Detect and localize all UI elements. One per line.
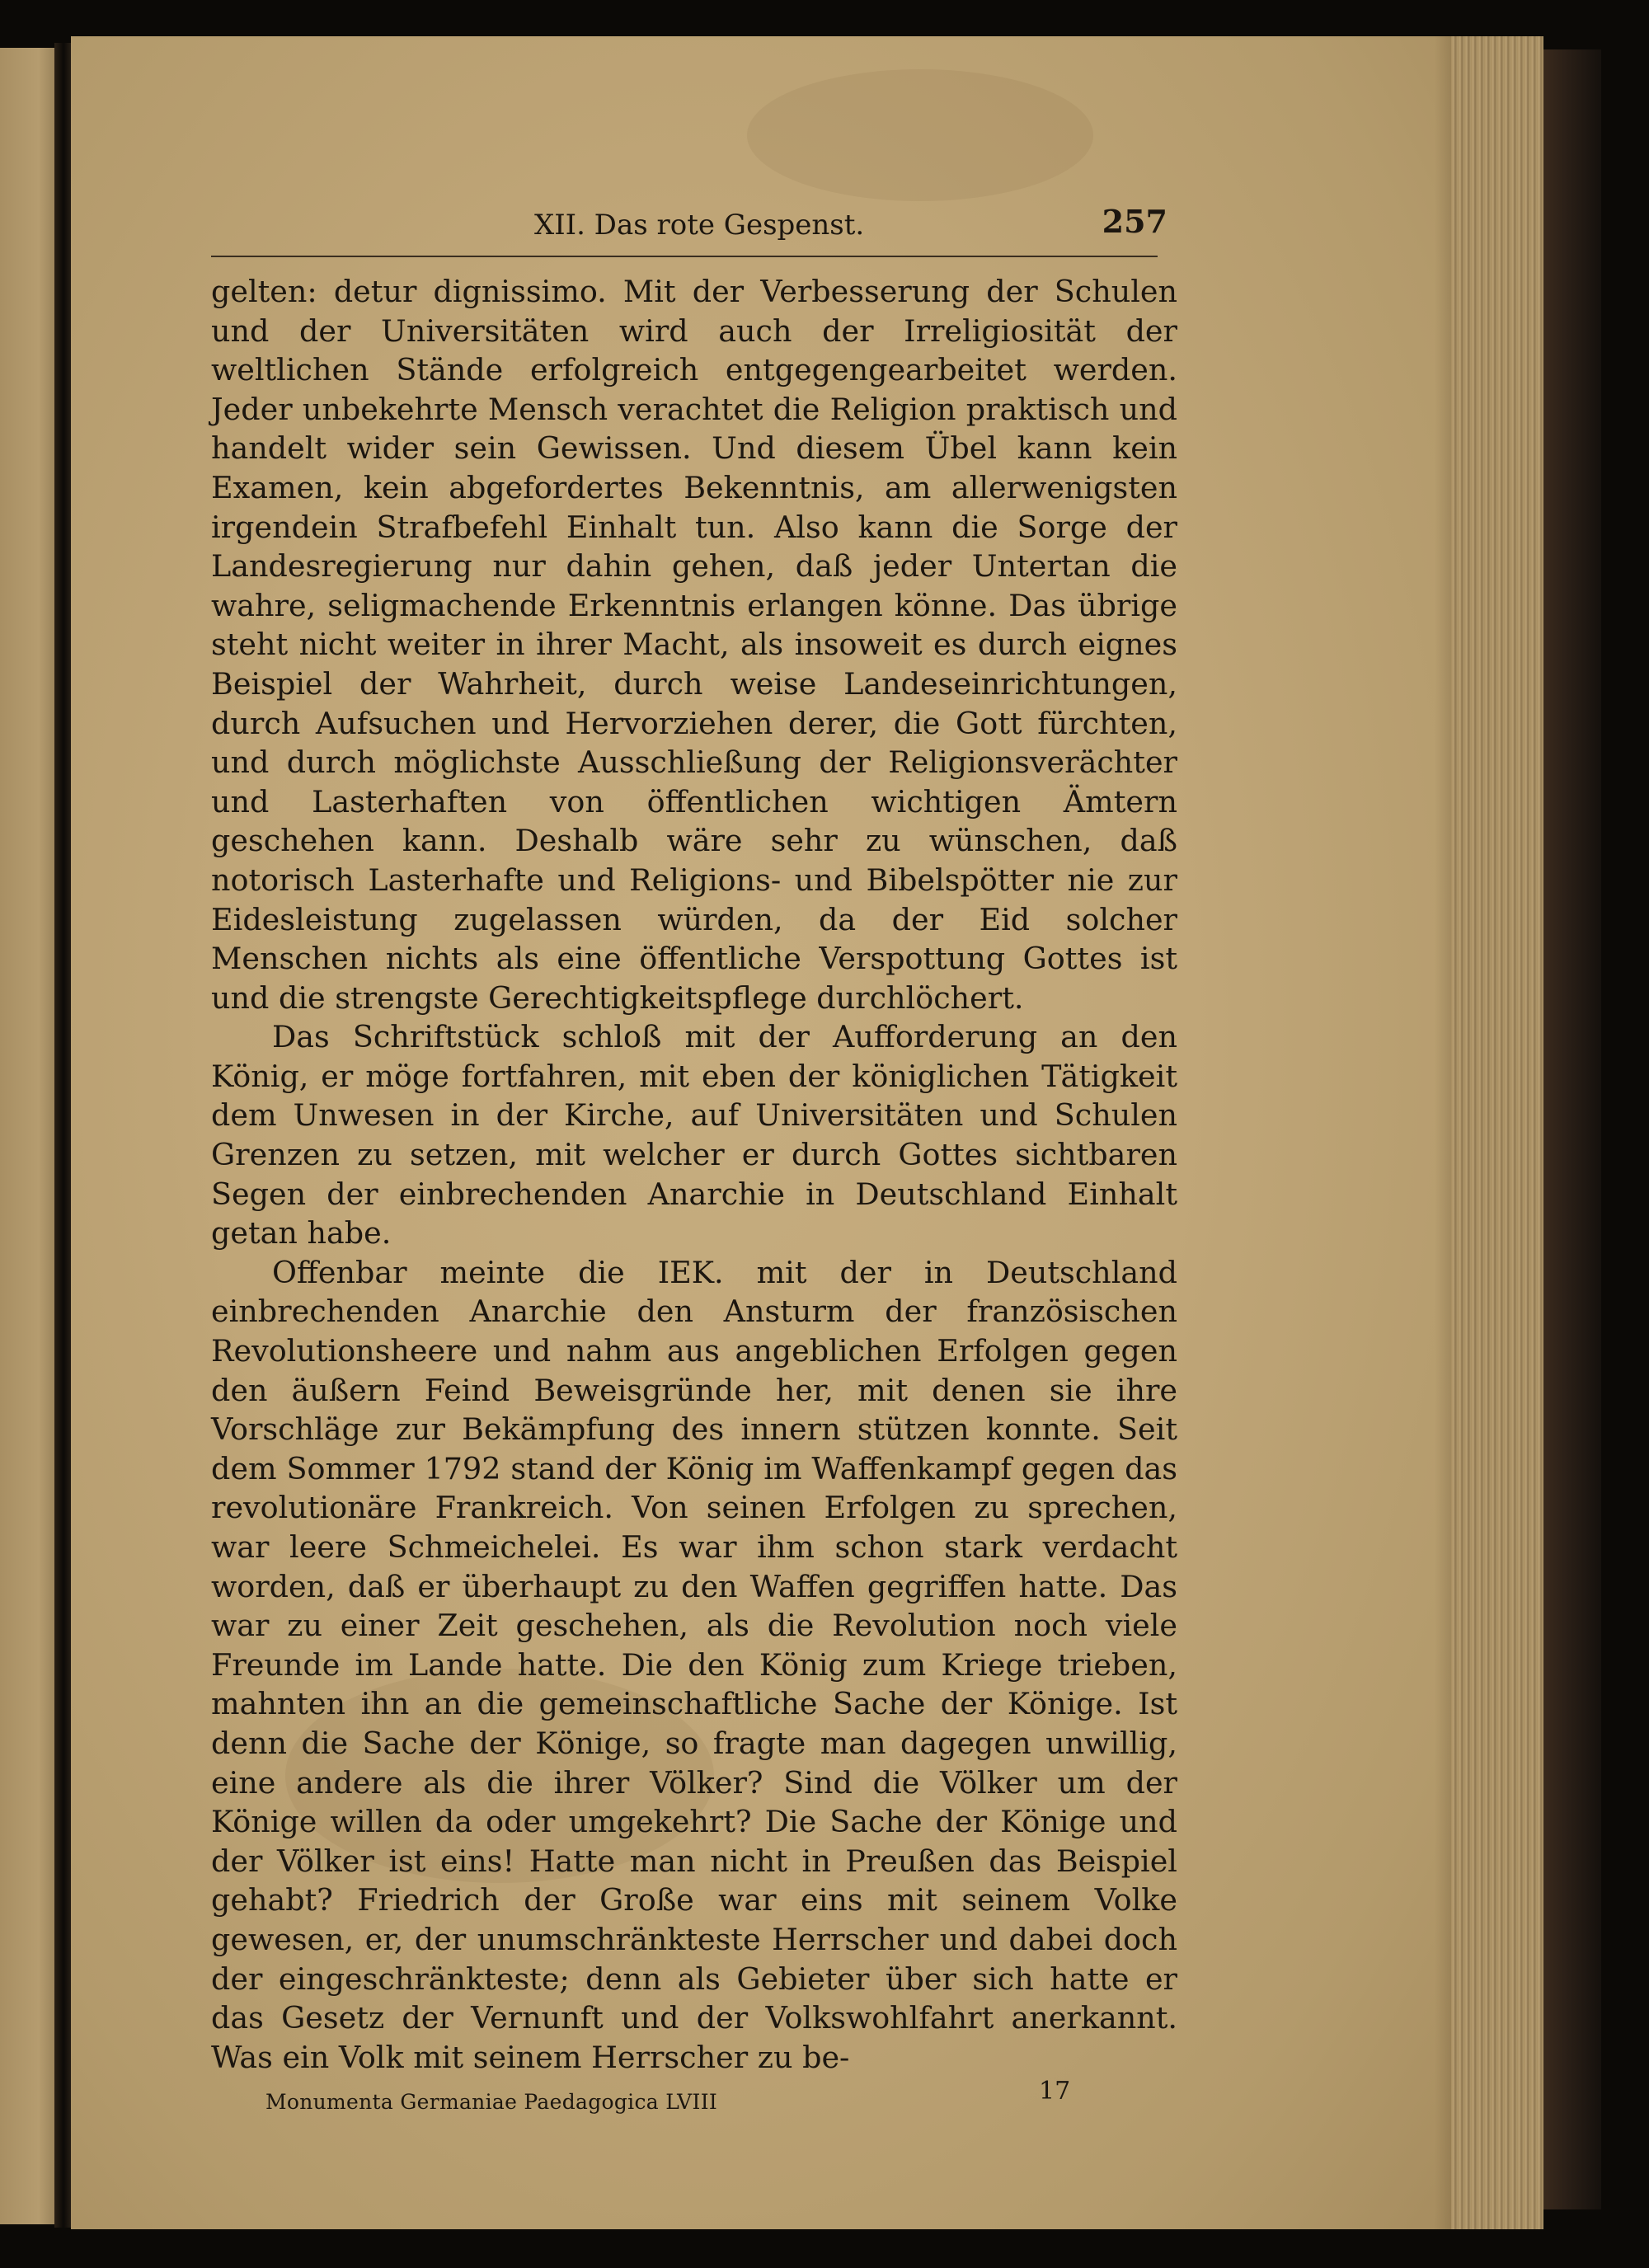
header-rule (211, 256, 1158, 257)
paragraph-2: Das Schriftstück schloß mit der Aufforderung an den König, er möge fortfahren, mit eben der königlichen Tätigkeit dem Unwesen in der Kirche, auf Universitäten und Schulen Grenzen zu setzen, mit welcher er durch Gottes sichtbaren Segen der einbrechenden Anarchie in Deutschland Einhalt getan habe. (211, 1019, 1177, 1251)
paragraph-1: gelten: detur dignissimo. Mit der Verbesserung der Schulen und der Universitäten wird auch der Irreligiosität der weltlichen Stände erfolgreich entgegengearbeitet werden. Jeder unbekehrte Mensch verachtet die Religion praktisch und handelt wider sein Gewissen. Und diesem Übel kann kein Examen, kein abgefordertes Bekenntnis, am allerwenigsten irgendein Strafbefehl Einhalt tun. Also kann die Sorge der Landesregierung nur dahin gehen, daß jeder Untertan die wahre, seligmachende Erkenntnis erlangen könne. Das übrige steht nicht weiter in ihrer Macht, als insoweit es durch eignes Beispiel der Wahrheit, durch weise Landeseinrichtungen, durch Aufsuchen und Hervorziehen derer, die Gott fürchten, und durch möglichste Ausschließung der Religionsverächter und Lasterhaften von öffentlichen wichtigen Ämtern geschehen kann. Deshalb wäre sehr zu wünschen, daß notorisch Lasterhafte und Religions- und Bibelspötter nie zur Eidesleistung zugelassen würden, da der Eid solcher Menschen nichts als eine öffentliche Verspottung Gottes ist und die strengste Gerechtigkeitspflege durchlöchert. (211, 274, 1177, 1016)
running-head (211, 198, 1177, 252)
chapter-title: XII. Das rote Gespenst. (534, 209, 865, 242)
page-content (211, 198, 1177, 2128)
page-edges (1451, 36, 1543, 2229)
signature-mark: 17 (1039, 2077, 1071, 2106)
series-note: Monumenta Germaniae Paedagogica LVIII (265, 2090, 718, 2115)
paper-stain (747, 69, 1093, 201)
book-gutter (54, 43, 73, 2228)
page-number: 257 (1102, 203, 1167, 240)
page-footer (211, 2078, 1177, 2128)
body-text (211, 272, 1177, 2077)
book-binding (1543, 49, 1601, 2209)
paragraph-3: Offenbar meinte die IEK. mit der in Deutschland einbrechenden Anarchie den Ansturm der französischen Revolutionsheere und nahm aus angeblichen Erfolgen gegen den äußern Feind Beweisgründe her, mit denen sie ihre Vorschläge zur Bekämpfung des innern stützen konnte. Seit dem Sommer 1792 stand der König im Waffenkampf gegen das revolutionäre Frankreich. Von seinen Erfolgen zu sprechen, war leere Schmeichelei. Es war ihm schon stark verdacht worden, daß er überhaupt zu den Waffen gegriffen hatte. Das war zu einer Zeit geschehen, als die Revolution noch viele Freunde im Lande hatte. Die den König zum Kriege trieben, mahnten ihn an die gemeinschaftliche Sache der Könige. Ist denn die Sache der Könige, so fragte man dagegen unwillig, eine andere als die ihrer Völker? Sind die Völker um der Könige willen da oder umgekehrt? Die Sache der Könige und der Völker ist eins! Hatte man nicht in Preußen das Beispiel gehabt? Friedrich der Große war eins mit seinem Volke gewesen, er, der unumschränkteste Herrscher und dabei doch der eingeschränkteste; denn als Gebieter über sich hatte er das Gesetz der Vernunft und der Volkswohlfahrt anerkannt. Was ein Volk mit seinem Herrscher zu be- (211, 1254, 1177, 2075)
